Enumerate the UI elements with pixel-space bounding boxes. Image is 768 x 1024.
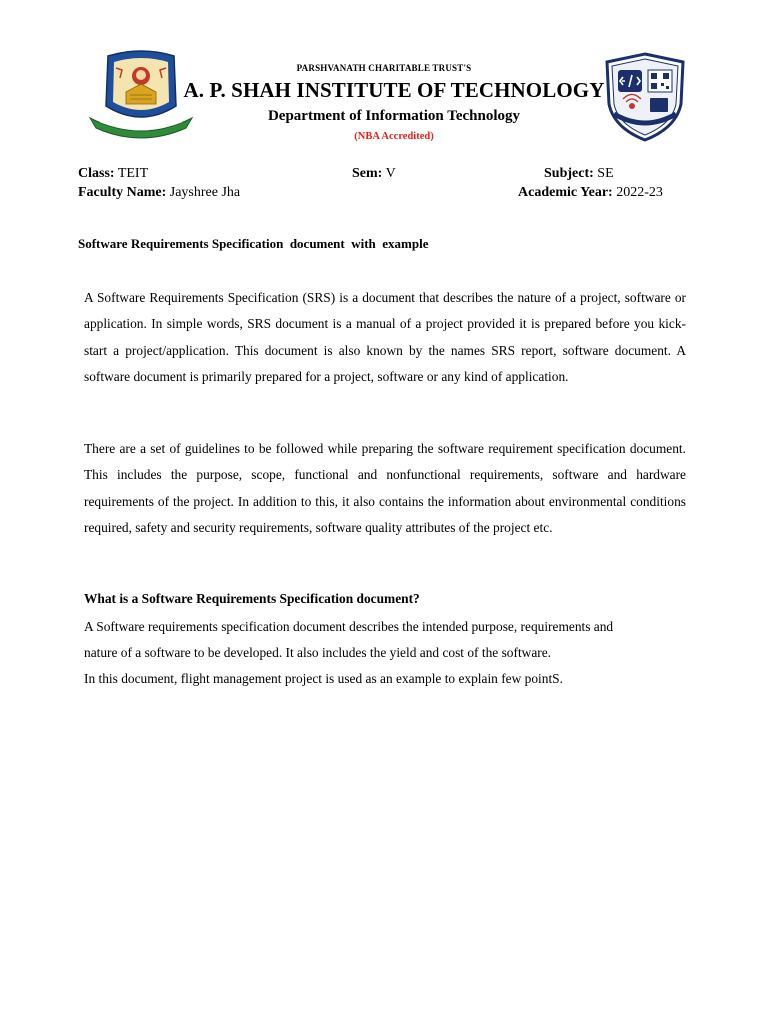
sem-value: V [385, 166, 396, 181]
institute-name: A. P. SHAH INSTITUTE OF TECHNOLOGY [183, 78, 605, 102]
faculty-label: Faculty Name: [78, 185, 167, 200]
class-value: TEIT [117, 166, 149, 181]
intro-paragraph: A Software Requirements Specification (SRS) is a document that describes the nature of a project, software or application. In simple words, SRS document is a manual of a project provided it is prepared before you kick-start a project/application. This document is also known by the names SRS report, software document. A software document is primarily prepared for a project, software or any kind of application. [84, 290, 686, 385]
section-heading: What is a Software Requirements Specification document? [84, 591, 420, 606]
faculty-value: Jayshree Jha [169, 185, 241, 200]
class-label: Class: [78, 166, 115, 181]
answer-line: nature of a software to be developed. It also includes the yield and cost of the software. [84, 645, 552, 660]
document-title: Software Requirements Specification document with example [78, 236, 429, 251]
subject-value: SE [597, 166, 614, 181]
sem-field [352, 166, 396, 182]
academic-year-label: Academic Year: [518, 185, 613, 200]
subject-label: Subject: [544, 166, 594, 181]
trust-name: PARSHVANATH CHARITABLE TRUST'S [296, 63, 472, 73]
sem-label: Sem: [352, 166, 383, 181]
accreditation-badge: (NBA Accredited) [354, 131, 434, 142]
department-name: Department of Information Technology [267, 108, 521, 124]
subject-field [544, 166, 614, 182]
answer-line: In this document, flight management project is used as an example to explain few pointS. [84, 671, 563, 686]
academic-year-field [518, 185, 663, 201]
answer-line: A Software requirements specification document describes the intended purpose, requirements and [84, 619, 614, 634]
academic-year-value: 2022-23 [616, 185, 663, 200]
faculty-field [78, 185, 240, 201]
guidelines-paragraph: There are a set of guidelines to be followed while preparing the software requirement specification document. This includes the purpose, scope, functional and nonfunctional requirements, software and hardware requirements of the project. In addition to this, it also contains the information about environmental conditions required, safety and security requirements, software quality attributes of the project etc. [84, 441, 686, 536]
class-field [78, 166, 148, 182]
